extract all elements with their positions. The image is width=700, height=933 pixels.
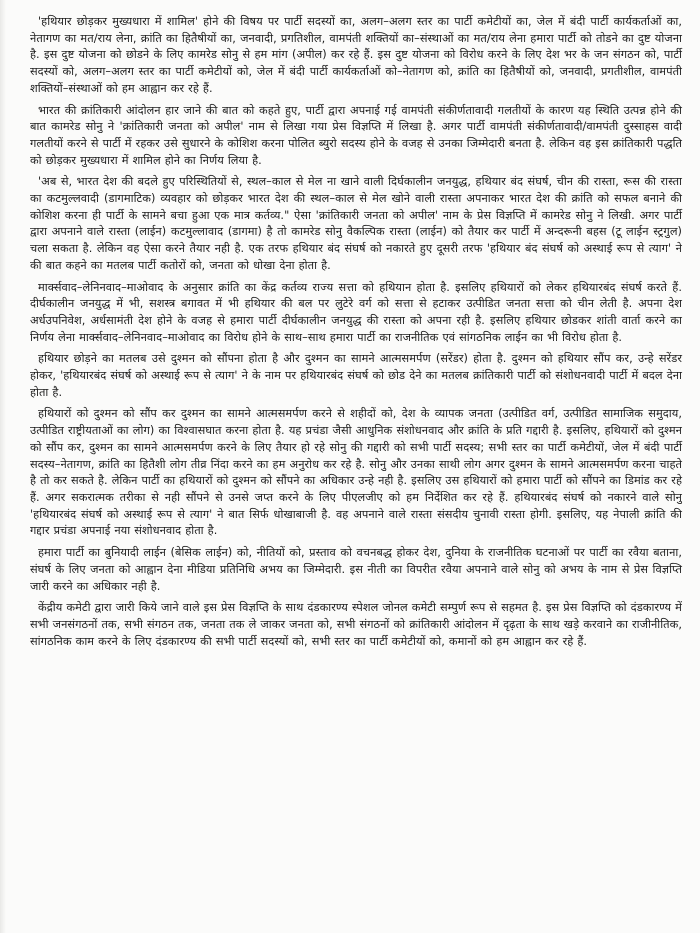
paragraph-4: मार्क्सवाद–लेनिनवाद–माओवाद के अनुसार क्रांति का केंद्र कर्तव्य राज्य सत्ता को हथियान होता है. इसलिए हथियारों को लेकर हथियारबंद संघर्ष करते हैं. दीर्घकालीन जनयुद्ध में भी, सशस्त्र बगावत में भी हथियार की बल पर लुटेरे वर्ग को सत्ता से हटाकर उत्पीडित जनता सत्ता को चीन लेती है. अपना देश अर्धउपनिवेश, अर्धसामंती देश होने के वजह से हमारा पार्टी दीर्घकालीन जनयुद्ध की रास्ता को अपना रही है. इसलिए हथियार छोडकर शांती वार्ता करने का निर्णय लेना मार्क्सवाद–लेनिनवाद–माओवाद का विरोध होने के साथ–साथ हमारा पार्टी का राजनीतिक एवं सांगठनिक लाईन का भी विरोध होता है. <box>30 280 682 344</box>
paragraph-2: भारत की क्रांतिकारी आंदोलन हार जाने की बात को कहते हुए, पार्टी द्वारा अपनाई गई वामपंती संकीर्णतावादी गलतीयों के कारण यह स्थिति उत्पन्न होने की बात कामरेड सोनु ने 'क्रांतिकारी जनता को अपील' नाम से लिखा गया प्रेस विज्ञप्ति में लिखा है. अगर पार्टी वामपंती संकीर्णतावादी/वामपंती दुस्साहस वादी गलतीयों करने से पार्टी में रहकर उसे सुधारने के कोशिश करना पोलित ब्युरो सदस्य होने के वजह से उनका जिम्मेदारी बनता है. लेकिन वह इस क्रांतिकारी पद्धति को छोड़कर मुख्यधारा में शामिल होने का निर्णय लिया है. <box>30 103 682 167</box>
paragraph-8: केंद्रीय कमेटी द्वारा जारी किये जाने वाले इस प्रेस विज्ञप्ति के साथ दंडकारण्य स्पेशल जोनल कमेटी सम्पुर्ण रूप से सहमत है. इस प्रेस विज्ञप्ति को दंडकारण्य में सभी जनसंगठनों तक, सभी संगठन तक, जनता तक ले जाकर जनता को, सभी संगठनों को क्रांतिकारी आंदोलन में दृढ़ता के साथ खड़े करवाने का राजीनीतिक, सांगठनिक काम करने के लिए दंडकारण्य की सभी पार्टी सदस्यों को, सभी स्तर का पार्टी कमेटीयों को, कमानों को हम आह्वान कर रहे हैं. <box>30 601 682 648</box>
paragraph-3: 'अब से, भारत देश की बदले हुए परिस्थितियों से, स्थल–काल से मेल ना खाने वाली दिर्घकालीन जनयुद्ध, हथियार बंद संघर्ष, चीन की रास्ता, रूस की रास्ता का कटमुल्लवादी (डागमाटिक) व्यवहार को छोड़कर भारत देश की स्थल–काल से मेल खोने वाली रास्ता अपनाकर भारत देश की क्रांति को सफल बनाने की कोशिश करना ही पार्टी के सामने बचा हुआ एक मात्र कर्तव्य." ऐसा 'क्रांतिकारी जनता को अपील' नाम के प्रेस विज्ञप्ति में कामरेड सोनु ने लिखी. अगर पार्टी द्वारा अपनाने वाले रास्ता (लाईन) कटमुल्लावाद (डागमा) है तो कामरेड सोनु वैकल्पिक रास्ता (लाईन) को तैयार कर पार्टी में अन्दरूनी बहस (टू लाईन स्ट्रगुल) चला सकता है. लेकिन वह ऐसा करने तैयार नही है. एक तरफ हथियार बंद संघर्ष को नकारते हुए दूसरी तरफ 'हथियार बंद संघर्ष को अस्थाई रूप से त्याग' ने की बात कहने का मतलब पार्टी कतोरों को, जनता को धोखा देना होता है. <box>30 175 682 272</box>
paragraph-7: हमारा पार्टी का बुनियादी लाईन (बेसिक लाईन) को, नीतियों को, प्रस्ताव को वचनबद्ध होकर देश, दुनिया के राजनीतिक घटनाओं पर पार्टी का रवैया बताना, संघर्ष के लिए जनता को आह्वान देना मीडिया प्रतिनिधि अभय का जिम्मेदारी. इस नीती का विपरीत रवैया अपनाने वाले सोनु को अभय के नाम से प्रेस विज्ञप्ति जारी करने का अधिकार नही है. <box>30 546 682 593</box>
paragraph-1: 'हथियार छोड़कर मुख्यधारा में शामिल' होने की विषय पर पार्टी सदस्यों का, अलग–अलग स्तर का पार्टी कमेटीयों का, जेल में बंदी पार्टी कार्यकर्ताओं का, नेतागण का मत/राय लेना, क्रांति का हितैषीयों का, जनवादी, प्रगतिशील, वामपंती शक्तियों का–संस्थाओं का मत/राय लेना हमारा पार्टी को तोडने का दुष्ट योजना है. इस दुष्ट योजना को छोडने के लिए कामरेड सोनु से हम मांग (अपील) कर रहे हैं. इस दुष्ट योजना को विरोध करने के लिए देश भर के जन संगठन को, पार्टी सदस्यों को, अलग–अलग स्तर का पार्टी कमेटीयों को, जेल में बंदी पार्टी कार्यकर्ताओं को–नेतागण को, क्रांति का हितैषीयों को, जनवादी, प्रगतीशील, वामपंती शक्तियों–संस्थाओं को हम आह्वान कर रहे हैं. <box>30 15 682 95</box>
paragraph-5: हथियार छोड़ने का मतलब उसे दुश्मन को सौंपना होता है और दुश्मन का सामने आत्मसमर्पण (सरेंडर) होता है. दुश्मन को हथियार सौंप कर, उन्हे सरेंडर होकर, 'हथियारबंद संघर्ष को अस्थाई रूप से त्याग' ने के नाम पर हथियारबंद संघर्ष को छोड देने का मतलब क्रांतिकारी पार्टी को संशोधनवादी पार्टी में बदल देना होता है. <box>30 352 682 399</box>
page-edge-shadow <box>0 0 6 933</box>
paragraph-6: हथियारों को दुश्मन को सौंप कर दुश्मन का सामने आत्मसमर्पण करने से शहीदों को, देश के व्यापक जनता (उत्पीडित वर्ग, उत्पीडित सामाजिक समुदाय, उत्पीडित राष्ट्रीयताओं का लोग) का विश्वासघात करना होता है. यह प्रचंडा जैसी आधुनिक संशोधनवाद और क्रांति के प्रति गद्दारी है. इसलिए, हथियारों को दुश्मन को सौंप कर, दुश्मन का सामने आत्मसमर्पण करने के लिए तैयार हो रहे सोनु की गद्दारी को सभी पार्टी सदस्य; सभी स्तर का पार्टी कमेटीयों, जेल में बंदी पार्टी सदस्य–नेतागण, क्रांति का हितैशी लोग तीव्र निंदा करने का हम अनुरोध कर रहे है. सोनु और उनका साथी लोग अगर दुश्मन के सामने आत्मसमर्पण करना चाहते है तो कर सकते है. लेकिन पार्टी का हथियारों को दुश्मन को सौंपने का अधिकार उन्हे नही है. इसलिए उस हथियारों को हमारा पार्टी को सौंपने का डिमांड कर रहे हैं. अगर सकरात्मक तरीका से नही सौंपने से उनसे जप्त करने के लिए पीएलजीए को हम निर्देशित कर रहे हैं. हथियारबंद संघर्ष को नकारने वाले सोनु 'हथियारबंद संघर्ष को अस्थाई रूप से त्याग' ने बात सिर्फ धोखाबाजी है. वह अपनाने वाले रास्ता संसदीय चुनावी रास्ता होगी. इसलिए, यह नेपाली क्रांति की गद्दार प्रचंडा अपनाई नया संशोधनवाद होता है. <box>30 407 682 538</box>
